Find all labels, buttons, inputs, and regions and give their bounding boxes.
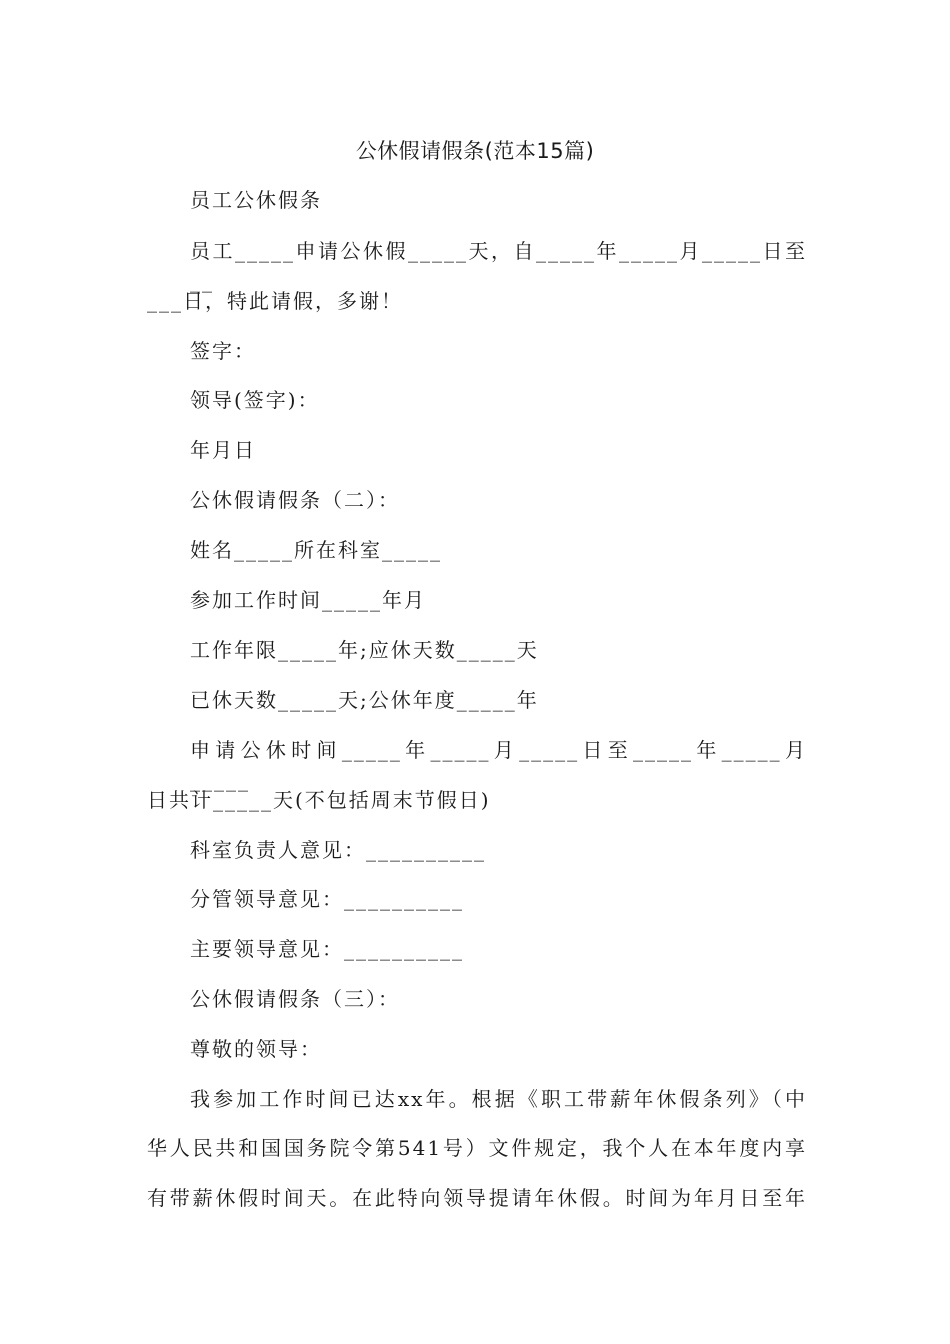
leader-signature-label: 领导(签字)： [190, 388, 320, 412]
paragraph-line: 我参加工作时间已达xx年。根据《职工带薪年休假条列》（中 [190, 1087, 807, 1111]
paragraph-line: ___日，特此请假，多谢！ [147, 289, 403, 313]
form-line: 参加工作时间_____年月 [190, 588, 426, 612]
paragraph-line: 华人民共和国国务院令第541号）文件规定，我个人在本年度内享 [147, 1136, 807, 1160]
section-heading: 员工公休假条 [190, 188, 322, 212]
paragraph-line: 有带薪休假时间天。在此特向领导提请年休假。时间为年月日至年 [147, 1186, 807, 1210]
section-heading: 公休假请假条（二）： [190, 488, 400, 512]
salutation: 尊敬的领导： [190, 1037, 322, 1061]
date-label: 年月日 [190, 438, 256, 462]
form-line: 申请公休时间_____年_____月_____日至_____年_____月_____ [190, 738, 807, 792]
section-heading: 公休假请假条（三）： [190, 987, 400, 1011]
paragraph-line: 员工_____申请公休假_____天，自_____年_____月_____日至__ [190, 239, 807, 293]
form-line: 科室负责人意见：__________ [190, 838, 486, 862]
form-line: 工作年限_____年;应休天数_____天 [190, 638, 539, 662]
form-line: 已休天数_____天;公休年度_____年 [190, 688, 539, 712]
signature-label: 签字： [190, 339, 256, 363]
document-title: 公休假请假条(范本15篇) [355, 139, 595, 163]
form-line: 日共计_____天(不包括周末节假日) [147, 788, 491, 812]
form-line: 分管领导意见：__________ [190, 887, 464, 911]
form-line: 主要领导意见：__________ [190, 937, 464, 961]
form-line: 姓名_____所在科室_____ [190, 538, 442, 562]
